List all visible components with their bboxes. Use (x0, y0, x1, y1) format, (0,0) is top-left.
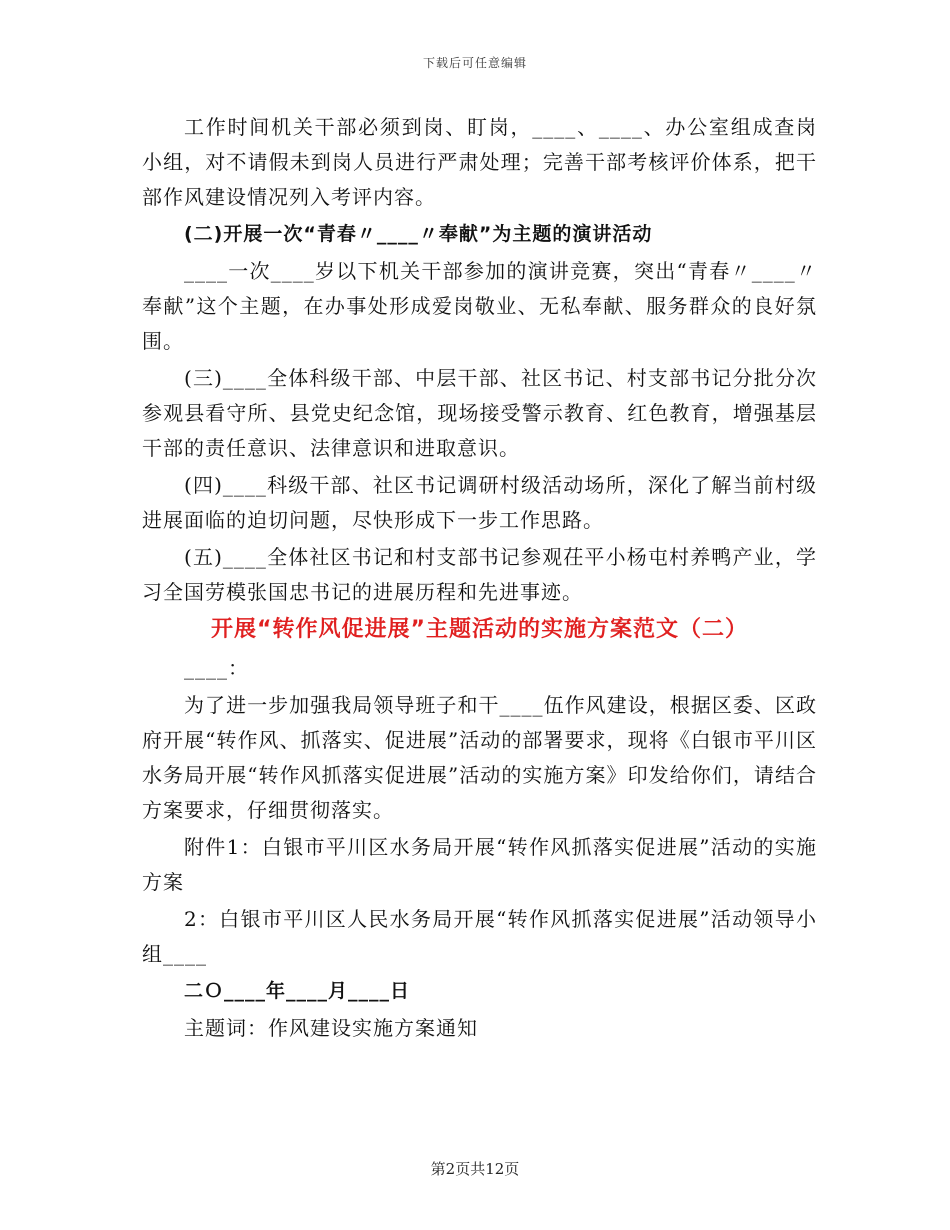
attachment-one: 附件1：白银市平川区水务局开展“转作风抓落实促进展”活动的实施方案 (142, 835, 817, 894)
keywords-line: 主题词：作风建设实施方案通知 (184, 1016, 478, 1040)
paragraph-section-three: (三)____全体科级干部、中层干部、社区书记、村支部书记分批分次参观县看守所、县党史纪念馆，现场接受警示教育、红色教育，增强基层干部的责任意识、法律意识和进取意识。 (142, 366, 817, 460)
document-date: 二Ｏ____年____月____日 (184, 980, 411, 1002)
paragraph-section-five: (五)____全体社区书记和村支部书记参观茌平小杨屯村养鸭产业，学习全国劳模张国忠书记的进展历程和先进事迹。 (142, 545, 817, 604)
attachment-two: 2：白银市平川区人民水务局开展“转作风抓落实促进展”活动领导小组____ (142, 907, 817, 966)
page-number: 第2页共12页 (430, 1160, 520, 1178)
document-body (142, 110, 817, 1048)
section-heading-speech: (二)开展一次“青春〃____〃奉献”为主题的演讲活动 (184, 223, 653, 245)
document-title: 开展“转作风促进展”主题活动的实施方案范文（二） (211, 617, 748, 642)
paragraph-speech-contest: ____一次____岁以下机关干部参加的演讲竞赛，突出“青春〃____〃奉献”这个主题，在办事处形成爱岗敬业、无私奉献、服务群众的良好氛围。 (142, 259, 817, 353)
paragraph-notice: 为了进一步加强我局领导班子和干____伍作风建设，根据区委、区政府开展“转作风、抓落实、促进展”活动的部署要求，现将《白银市平川区水务局开展“转作风抓落实促进展”活动的实施方案》印发给你们，请结合方案要求，仔细贯彻落实。 (142, 693, 817, 822)
paragraph-section-four: (四)____科级干部、社区书记调研村级活动场所，深化了解当前村级进展面临的迫切问题，尽快形成下一步工作思路。 (142, 473, 817, 532)
paragraph-work-time: 工作时间机关干部必须到岗、盯岗，____、____、办公室组成查岗小组，对不请假未到岗人员进行严肃处理；完善干部考核评价体系，把干部作风建设情况列入考评内容。 (142, 115, 817, 209)
header-note: 下载后可任意编辑 (422, 56, 527, 70)
salutation: ____： (184, 656, 249, 680)
